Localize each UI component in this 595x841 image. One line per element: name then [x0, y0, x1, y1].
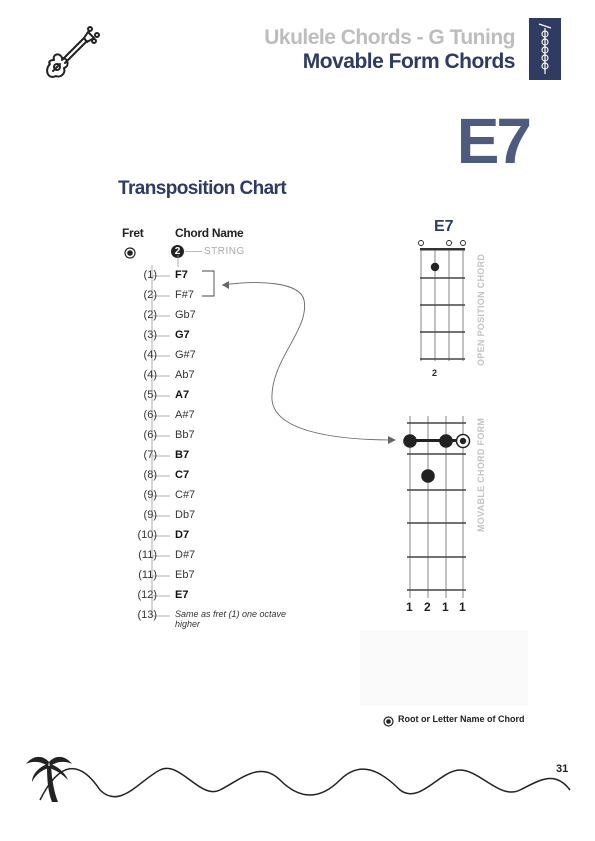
header-title: Ukulele Chords - G Tuning [264, 26, 515, 49]
chord-name: D7 [175, 529, 190, 541]
chord-name: Bb7 [175, 429, 195, 441]
page-number: 31 [556, 763, 569, 775]
chord-name: G7 [175, 329, 190, 341]
fret-number: (13) [137, 609, 157, 621]
blank-panel [360, 630, 528, 706]
fret-number: (4) [143, 349, 157, 361]
finger-number: 1 [406, 600, 413, 614]
header-subtitle: Movable Form Chords [302, 50, 515, 73]
chord-name: F7 [175, 269, 188, 281]
chord-name: Db7 [175, 509, 196, 521]
open-chord-finger-number: 2 [432, 368, 438, 378]
open-chord-title: E7 [434, 218, 454, 235]
column-header-fret: Fret [122, 226, 144, 240]
fret-number: (10) [137, 529, 157, 541]
chord-name: C#7 [175, 489, 196, 501]
palm-tree-icon [24, 752, 74, 809]
legend-root-icon [383, 714, 394, 732]
fret-number: (12) [137, 589, 157, 601]
chord-name: Same as fret (1) one octave higher [175, 609, 287, 629]
section-title: Transposition Chart [118, 178, 287, 199]
fret-number: (3) [143, 329, 157, 341]
fret-number: (9) [143, 489, 157, 501]
legend-text: Root or Letter Name of Chord [398, 714, 525, 724]
movable-chord-label: MOVABLE CHORD FORM [476, 417, 486, 532]
finger-number: 2 [424, 600, 431, 614]
column-header-chord-name: Chord Name [175, 226, 244, 240]
fret-number: (1) [143, 269, 157, 281]
fret-number: (11) [138, 549, 157, 561]
fret-number: (7) [143, 449, 157, 461]
footer-wave [0, 740, 595, 810]
fret-number: (8) [143, 469, 157, 481]
finger-number: 1 [442, 600, 449, 614]
string-label: STRING [204, 246, 245, 257]
fret-number: (5) [143, 389, 157, 401]
finger-number: 1 [459, 600, 466, 614]
chord-name: Eb7 [175, 569, 195, 581]
chord-name: Ab7 [175, 369, 195, 381]
fret-number: (4) [143, 369, 157, 381]
chord-name: B7 [175, 449, 190, 461]
chord-name: E7 [175, 589, 189, 601]
chord-name: G#7 [175, 349, 196, 361]
string-number-badge: 2 [171, 245, 184, 258]
chord-name: Gb7 [175, 309, 196, 321]
fret-number: (2) [143, 309, 157, 321]
chord-name: A7 [175, 389, 190, 401]
fret-number: (11) [138, 569, 157, 581]
fret-number: (6) [143, 429, 157, 441]
fret-number: (6) [143, 409, 157, 421]
chord-name: F#7 [175, 289, 194, 301]
chord-name: D#7 [175, 549, 196, 561]
chord-name: A#7 [175, 409, 195, 421]
open-chord-label: OPEN POSITION CHORD [476, 253, 486, 366]
fret-number: (9) [143, 509, 157, 521]
chord-name: C7 [175, 469, 190, 481]
chord-title-large: E7 [456, 105, 529, 177]
fret-number: (2) [143, 289, 157, 301]
